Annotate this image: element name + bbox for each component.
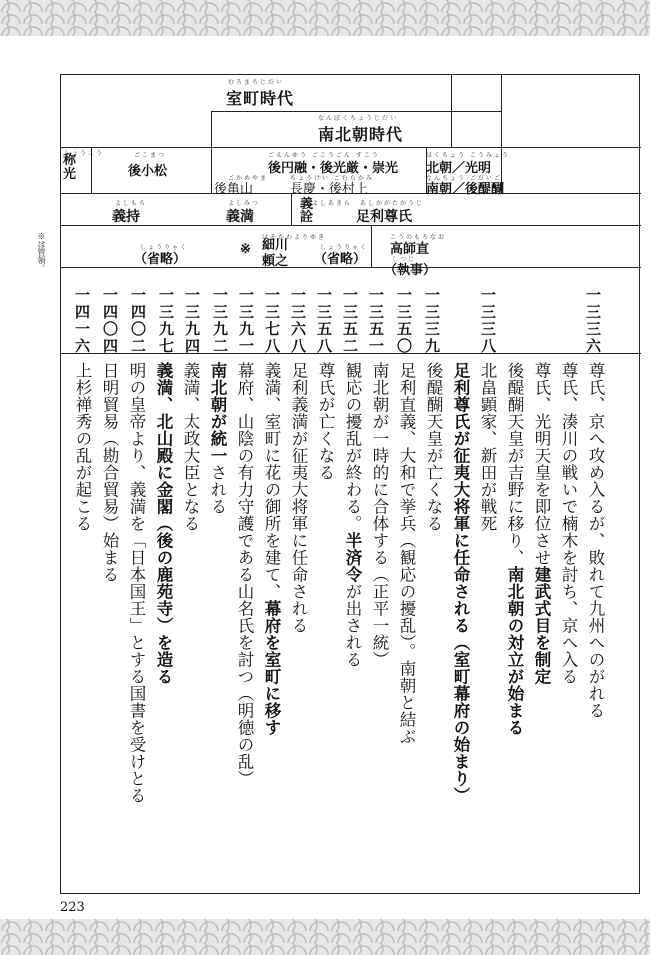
event-text-bold: 半済令 (343, 532, 362, 583)
event-text-bold: 南北朝が統一 (208, 362, 227, 464)
event-entry (123, 362, 150, 804)
emperor-nancho: 南朝／後醍醐 (426, 182, 505, 197)
event-text: 尊氏、光明天皇を即位させ (532, 362, 551, 566)
year-label: 一三三八 (479, 287, 497, 355)
emperor-south-line: 長慶・後村上 (290, 182, 369, 197)
event-text: 後醍醐天皇が吉野に移り、 (505, 362, 524, 566)
shoko-ruby: しょうこう (64, 150, 105, 157)
year-label: 一三六八 (289, 287, 307, 355)
event-entry (285, 362, 312, 634)
kanrei-mark: ※ (240, 242, 251, 257)
emperor-kitacho: 北朝／光明 (426, 161, 492, 176)
year-label: 一四〇四 (101, 287, 119, 355)
kitacho-ruby: ほくちょう こうみょう (426, 152, 510, 159)
shitsuji-ruby: しつじ (392, 256, 417, 263)
year-label: 一三五二 (341, 287, 359, 355)
event-entry (231, 362, 258, 787)
event-text: 後醍醐天皇が亡くなる (424, 362, 443, 532)
north-line-ruby: ごえんゆう ごこうごん すこう (268, 152, 380, 159)
event-text: 足利義満が征夷大将軍に任命される (289, 362, 308, 634)
yoshimitsu-ruby: よしみつ (228, 200, 260, 207)
emperor-north-line: 後円融・後光厳・崇光 (268, 161, 399, 176)
event-text: 明の皇帝より、義満を「日本国王」とする国書を受けとる (127, 362, 146, 804)
regent-hosokawa: 細川頼之 (262, 238, 289, 269)
event-text: 北畠顕家、新田が戦死 (478, 362, 497, 532)
emperor-gokameyama: 後亀山 (214, 182, 254, 197)
yoshimochi-ruby: よしもち (115, 200, 148, 207)
year-label: 一三七八 (263, 287, 281, 355)
hosokawa-ruby: ほそかわよりゆき (262, 234, 327, 241)
year-label: 一三九一 (237, 287, 255, 355)
kanrei-side-note: ※は管領。 (37, 232, 46, 272)
shogun-takauji: 足利尊氏 (356, 209, 412, 225)
year-label: 一三三六 (584, 287, 602, 355)
event-text: される (208, 464, 227, 515)
event-text: 幕府、山陰の有力守護である山名氏を討つ（明徳の乱） (235, 362, 254, 787)
shogun-yoshiakira: 義詮 (300, 197, 314, 225)
event-text-bold: 義満、北山殿に金閣（後の鹿苑寺）を造る (154, 362, 173, 685)
year-label: 一三九二 (211, 287, 229, 355)
regent-omitted-2: （省略） (314, 252, 367, 267)
event-text: 南北朝が一時的に合体する（正平一統） (370, 362, 389, 668)
event-text: 義満、室町に花の御所を建て、 (262, 362, 281, 600)
shogun-yoshimitsu: 義満 (226, 209, 254, 225)
event-text: 尊氏が亡くなる (316, 362, 335, 481)
event-entry (528, 362, 555, 685)
event-text-bold: 幕府を室町に移す (262, 600, 281, 736)
event-entry (474, 362, 501, 532)
regent-shitsuji: （執事） (384, 263, 437, 278)
regent-omitted-1: （省略） (134, 252, 187, 267)
event-text: 上杉禅秀の乱が起こる (73, 362, 92, 532)
event-text-bold: 建武式目を制定 (532, 566, 551, 685)
event-text-bold: 足利尊氏が征夷大将軍に任命される（室町幕府の始まり） (451, 362, 470, 804)
event-entry (366, 362, 393, 668)
gokameyama-ruby: ごかめやま (228, 175, 269, 182)
event-entry (420, 362, 447, 532)
event-text: 尊氏、京へ攻め入るが、敗れて九州へのがれる (586, 362, 605, 719)
event-text: 観応の擾乱が終わる。 (343, 362, 362, 532)
event-entry (258, 362, 285, 736)
emperor-gokomatsu: 後小松 (128, 164, 168, 179)
event-text: が出される (343, 583, 362, 668)
era-muromachi: 室町時代 (226, 89, 295, 108)
year-label: 一三五一 (367, 287, 385, 355)
year-label: 一三九七 (157, 287, 175, 355)
year-label: 一四〇二 (129, 287, 147, 355)
event-entry (204, 362, 231, 515)
event-entry (177, 362, 204, 532)
event-entry (501, 362, 528, 736)
event-text: 日明貿易（勘合貿易）始まる (100, 362, 119, 583)
event-text: 義満、太政大臣となる (181, 362, 200, 532)
ko-ruby: こうのもろなお (390, 234, 447, 241)
emperor-shoko: 称光 (63, 153, 77, 182)
shogun-yoshimochi: 義持 (112, 209, 140, 225)
year-label: 一三五〇 (395, 287, 413, 355)
year-label: 一四一六 (73, 287, 91, 355)
event-entry (312, 362, 339, 481)
year-label: 一三九四 (183, 287, 201, 355)
event-entry (96, 362, 123, 583)
event-entry (339, 362, 366, 668)
event-entry (150, 362, 177, 685)
page-number: 223 (60, 900, 85, 915)
regent-ko: 高師直 (390, 242, 430, 257)
yoshiakira-ruby: よしあきら (312, 200, 353, 207)
year-label: 一三五八 (315, 287, 333, 355)
omitted-ruby-2: しょうりゃく (320, 244, 369, 251)
gokomatsu-ruby: ごこまつ (134, 152, 167, 159)
event-text: 足利直義、大和で挙兵（観応の擾乱）。南朝と結ぶ (397, 362, 416, 745)
event-entry (555, 362, 582, 685)
south-line-ruby: ちょうけい ごむらかみ (290, 175, 374, 182)
event-text-bold: 南北朝の対立が始まる (505, 566, 524, 736)
footer-pattern-band (0, 919, 650, 955)
era-nanbokucho: 南北朝時代 (318, 125, 404, 144)
event-entry (582, 362, 609, 719)
header-pattern-band (0, 0, 650, 36)
nancho-ruby: なんちょう ごだいご (426, 175, 502, 182)
takauji-ruby: あしかがたかうじ (360, 200, 425, 207)
omitted-ruby-1: しょうりゃく (140, 244, 189, 251)
event-text: 尊氏、湊川の戦いで楠木を討ち、京へ入る (559, 362, 578, 685)
year-label: 一三三九 (423, 287, 441, 355)
event-entry (393, 362, 420, 745)
nanbokucho-ruby: なんぼくちょうじだい (318, 115, 399, 122)
muromachi-ruby: むろまちじだい (228, 79, 285, 86)
event-entry (69, 362, 96, 532)
event-entry (447, 362, 474, 804)
